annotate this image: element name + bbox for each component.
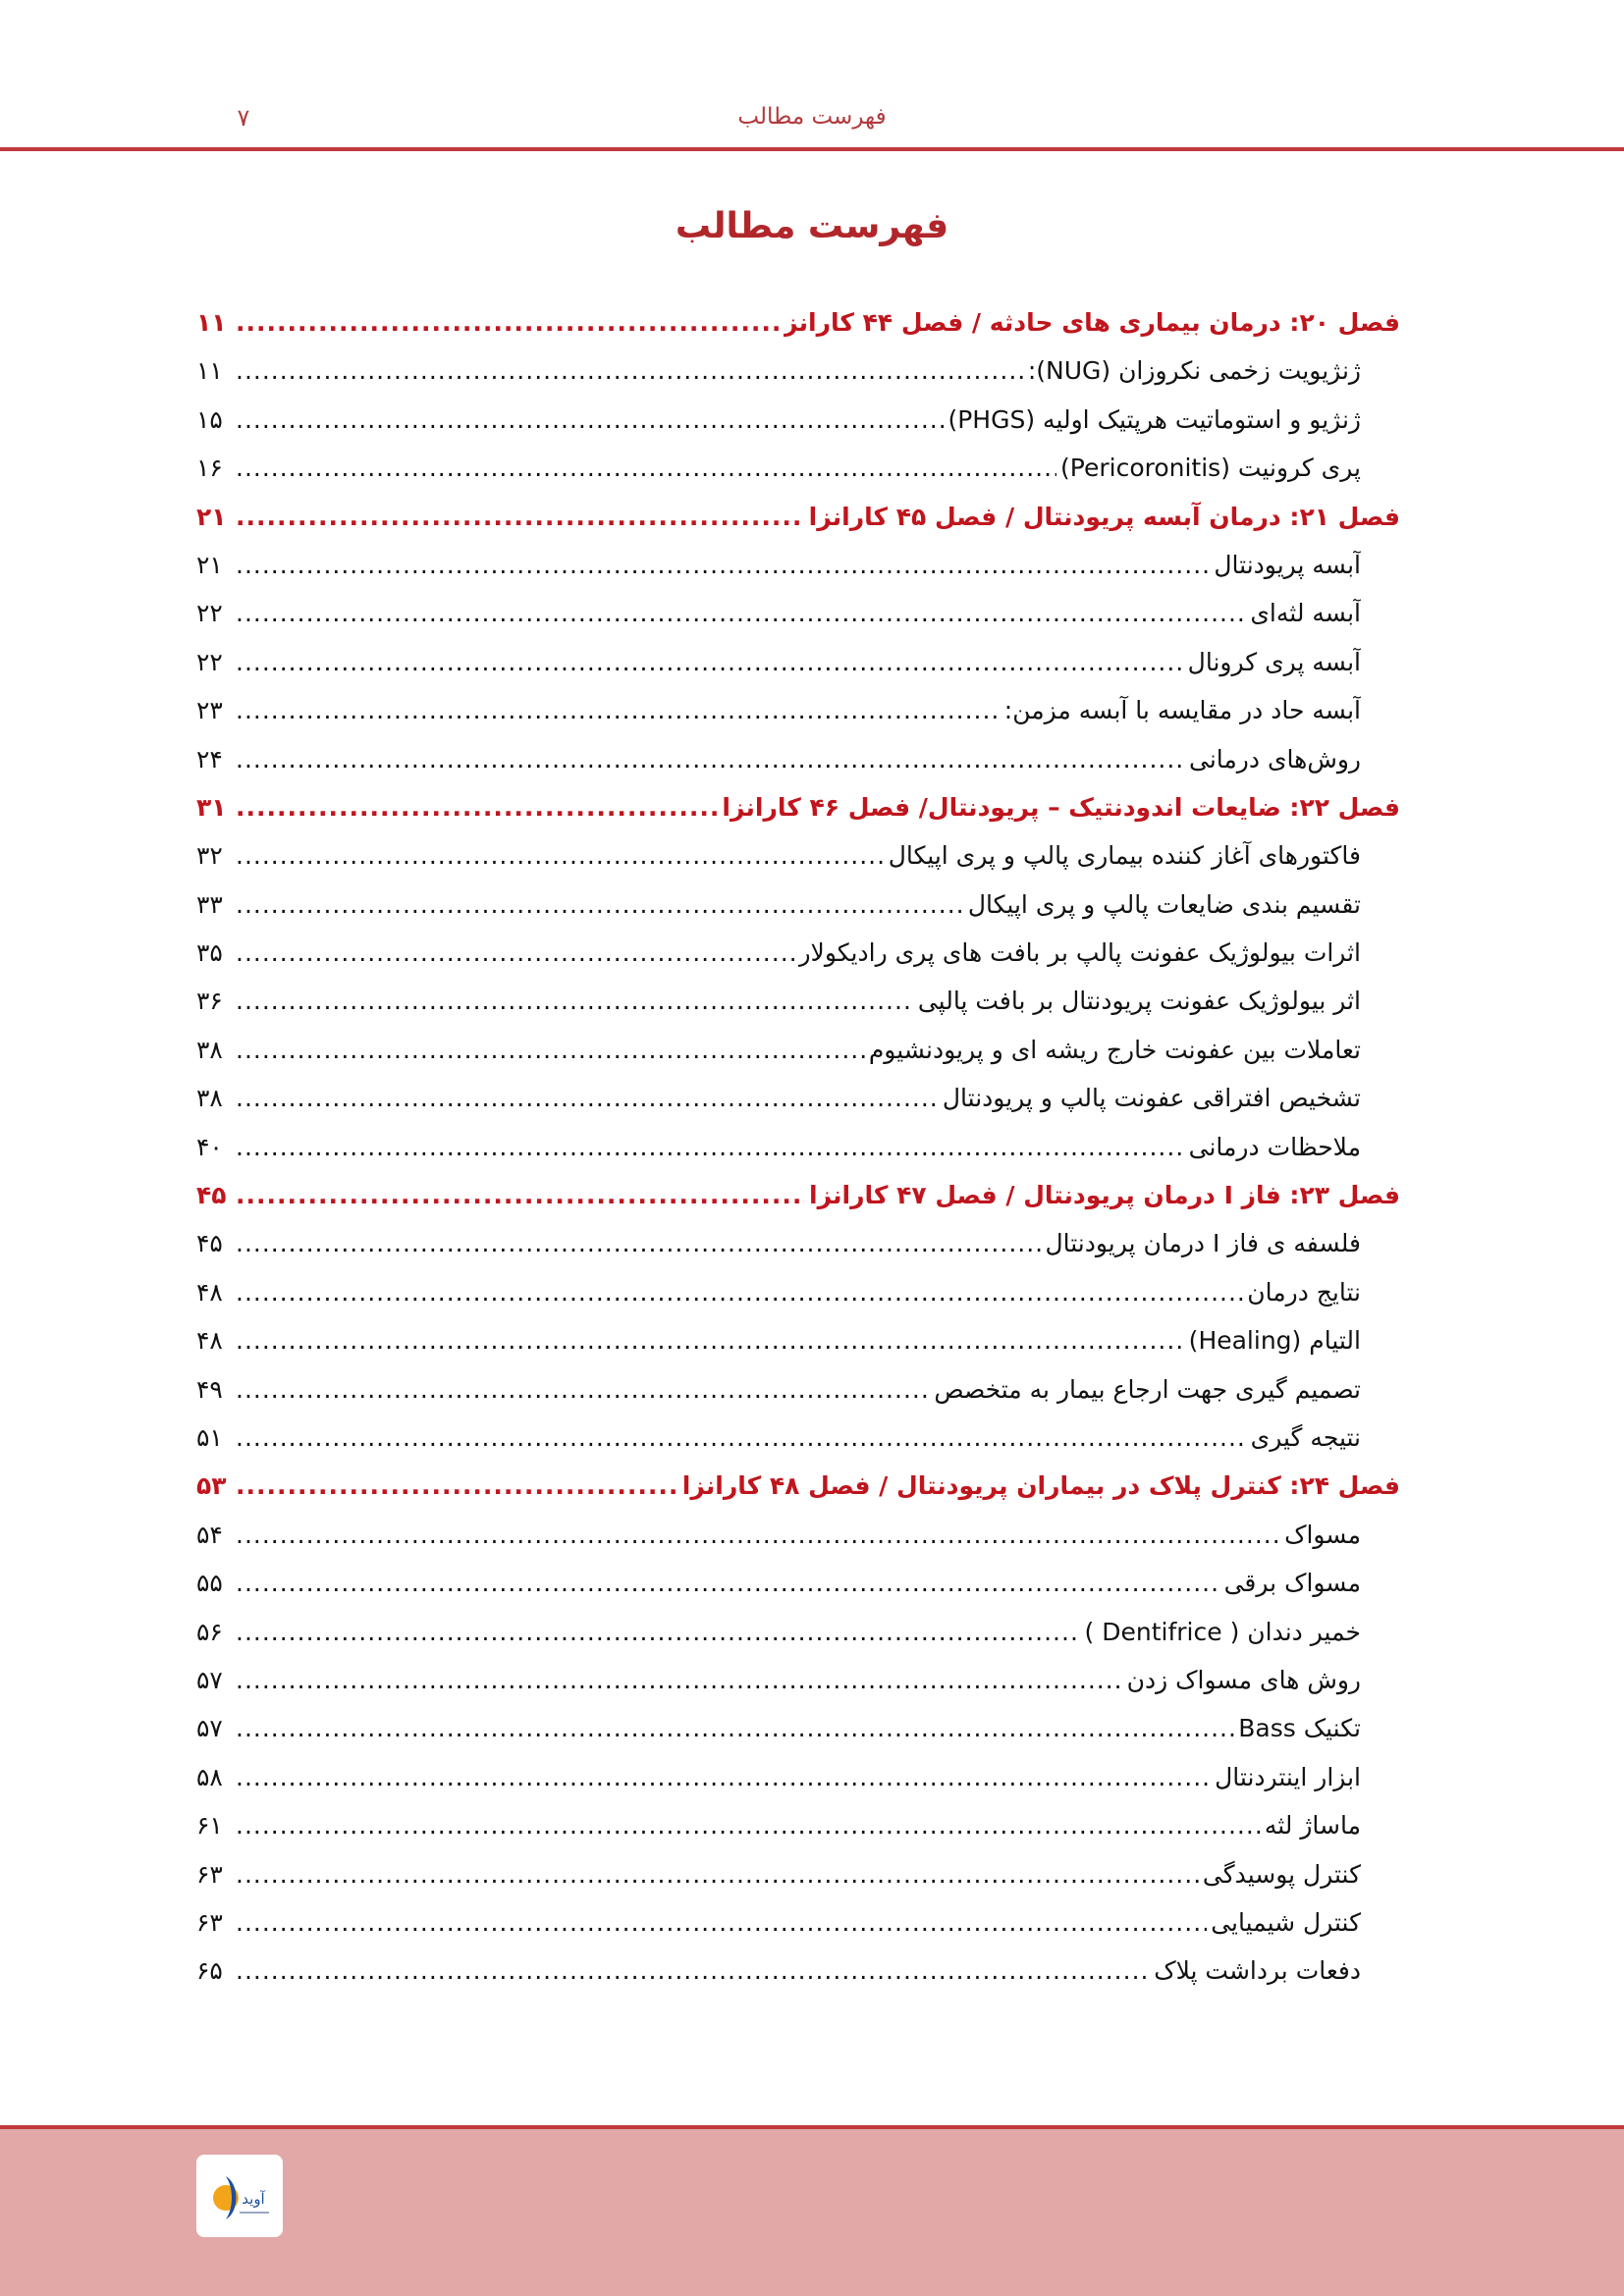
- toc-entry-page-number: ۳۵: [196, 938, 223, 968]
- toc-entry-page-number: ۵۶: [196, 1617, 223, 1646]
- toc-dot-leader: [236, 929, 794, 977]
- toc-section-entry[interactable]: [196, 396, 1400, 444]
- toc-entry-page-number: ۵۸: [196, 1762, 223, 1791]
- toc-dot-leader: [236, 881, 964, 929]
- toc-section-entry[interactable]: [196, 589, 1400, 637]
- toc-title: فهرست مطالب: [675, 206, 949, 246]
- toc-entry-page-number: ۵۳: [196, 1471, 227, 1501]
- toc-entry-label: نتیجه گیری: [1250, 1422, 1361, 1452]
- toc-dot-leader: [236, 1316, 1185, 1364]
- toc-entry-label: نتایج درمان: [1247, 1277, 1361, 1307]
- toc-dot-leader: [236, 1898, 1207, 1947]
- toc-entry-label: فصل ۲۰: درمان بیماری های حادثه / فصل ۴۴ کارانز: [784, 308, 1400, 337]
- toc-dot-leader: [236, 1171, 805, 1219]
- toc-entry-page-number: ۲۱: [196, 550, 223, 579]
- toc-dot-leader: [236, 298, 780, 347]
- toc-dot-leader: [236, 396, 944, 444]
- toc-dot-leader: [236, 1365, 930, 1414]
- toc-entry-page-number: ۲۲: [196, 647, 223, 676]
- publisher-logo-text: آوید: [242, 2190, 265, 2208]
- toc-entry-label: ملاحظات درمانی: [1188, 1132, 1361, 1161]
- toc-section-entry[interactable]: [196, 1123, 1400, 1171]
- toc-section-entry[interactable]: [196, 1365, 1400, 1414]
- toc-chapter-entry[interactable]: [196, 493, 1400, 541]
- toc-entry-page-number: ۶۱: [196, 1811, 223, 1841]
- toc-entry-page-number: ۴۰: [196, 1132, 223, 1161]
- toc-entry-label: آبسه پریودنتال: [1214, 550, 1361, 579]
- toc-entry-label: ژنژیو و استوماتیت هرپتیک اولیه (PHGS): [947, 404, 1361, 434]
- toc-section-entry[interactable]: [196, 1559, 1400, 1607]
- toc-section-entry[interactable]: [196, 1511, 1400, 1559]
- toc-entry-page-number: ۵۱: [196, 1422, 223, 1452]
- toc-entry-page-number: ۴۸: [196, 1277, 223, 1307]
- toc-dot-leader: [236, 1947, 1150, 1995]
- toc-dot-leader: [236, 686, 1001, 734]
- toc-entry-label: کنترل شیمیایی: [1211, 1907, 1361, 1937]
- toc-section-entry[interactable]: [196, 1801, 1400, 1849]
- toc-entry-page-number: ۱۱: [196, 308, 227, 337]
- toc-entry-page-number: ۳۸: [196, 1084, 223, 1113]
- toc-dot-leader: [236, 831, 885, 880]
- toc-entry-page-number: ۴۵: [196, 1181, 227, 1210]
- toc-entry-page-number: ۵۵: [196, 1569, 223, 1598]
- toc-dot-leader: [236, 589, 1246, 637]
- toc-dot-leader: [236, 1801, 1261, 1849]
- toc-dot-leader: [236, 1074, 939, 1122]
- toc-entry-page-number: ۴۵: [196, 1229, 223, 1258]
- toc-section-entry[interactable]: [196, 1656, 1400, 1704]
- toc-entry-page-number: ۴۸: [196, 1326, 223, 1356]
- toc-entry-label: فصل ۲۴: کنترل پلاک در بیماران پریودنتال / فصل ۴۸ کارانزا: [681, 1471, 1400, 1501]
- toc-section-entry[interactable]: [196, 1898, 1400, 1947]
- toc-entry-label: ماساژ لثه: [1264, 1811, 1361, 1841]
- toc-entry-label: فصل ۲۳: فاز I درمان پریودنتال / فصل ۴۷ کارانزا: [809, 1181, 1400, 1210]
- toc-entry-label: پری کرونیت (Pericoronitis): [1060, 454, 1361, 483]
- toc-entry-page-number: ۶۳: [196, 1907, 223, 1937]
- toc-entry-page-number: ۳۳: [196, 889, 223, 919]
- toc-section-entry[interactable]: [196, 444, 1400, 492]
- toc-section-entry[interactable]: [196, 347, 1400, 395]
- toc-entry-label: مسواک برقی: [1223, 1569, 1361, 1598]
- toc-chapter-entry[interactable]: [196, 1171, 1400, 1219]
- toc-entry-page-number: ۵۴: [196, 1520, 223, 1549]
- toc-entry-label: ابزار اینتردنتال: [1215, 1762, 1361, 1791]
- toc-entry-label: خمیر دندان ( Dentifrice ): [1084, 1617, 1361, 1646]
- toc-entry-page-number: ۶۵: [196, 1956, 223, 1986]
- toc-section-entry[interactable]: [196, 735, 1400, 783]
- toc-section-entry[interactable]: [196, 1219, 1400, 1267]
- running-header: [0, 0, 1624, 147]
- toc-entry-label: اثر بیولوژیک عفونت پریودنتال بر بافت پالپی: [917, 987, 1361, 1016]
- page-number: ۷: [237, 104, 250, 132]
- toc-entry-page-number: ۲۴: [196, 744, 223, 774]
- toc-section-entry[interactable]: [196, 1753, 1400, 1801]
- toc-entry-label: تعاملات بین عفونت خارج ریشه ای و پریودنشیوم: [868, 1035, 1361, 1064]
- toc-entry-label: التیام (Healing): [1188, 1326, 1361, 1356]
- toc-dot-leader: [236, 1704, 1234, 1752]
- toc-section-entry[interactable]: [196, 1316, 1400, 1364]
- toc-dot-leader: [236, 444, 1056, 492]
- toc-section-entry[interactable]: [196, 929, 1400, 977]
- toc-section-entry[interactable]: [196, 541, 1400, 589]
- toc-dot-leader: [236, 347, 1024, 395]
- toc-dot-leader: [236, 735, 1185, 783]
- toc-section-entry[interactable]: [196, 977, 1400, 1025]
- toc-entry-page-number: ۳۶: [196, 987, 223, 1016]
- toc-dot-leader: [236, 1026, 865, 1074]
- toc-section-entry[interactable]: [196, 686, 1400, 734]
- toc-section-entry[interactable]: [196, 1268, 1400, 1316]
- toc-section-entry[interactable]: [196, 1850, 1400, 1898]
- toc-section-entry[interactable]: [196, 1704, 1400, 1752]
- toc-section-entry[interactable]: [196, 1414, 1400, 1462]
- toc-entry-page-number: ۱۶: [196, 454, 223, 483]
- toc-section-entry[interactable]: [196, 1947, 1400, 1995]
- toc-section-entry[interactable]: [196, 881, 1400, 929]
- toc-entry-label: کنترل پوسیدگی: [1202, 1859, 1361, 1889]
- toc-dot-leader: [236, 1268, 1243, 1316]
- toc-entry-page-number: ۶۳: [196, 1859, 223, 1889]
- toc-entry-label: مسواک: [1284, 1520, 1361, 1549]
- toc-entry-page-number: ۲۲: [196, 599, 223, 628]
- toc-section-entry[interactable]: [196, 831, 1400, 880]
- toc-entry-page-number: ۱۵: [196, 404, 223, 434]
- toc-chapter-entry[interactable]: [196, 783, 1400, 831]
- toc-section-entry[interactable]: [196, 638, 1400, 686]
- toc-entry-label: تکنیک Bass: [1238, 1714, 1361, 1743]
- toc-entry-label: دفعات برداشت پلاک: [1154, 1956, 1361, 1986]
- toc-dot-leader: [236, 1511, 1280, 1559]
- toc-entry-page-number: ۳۱: [196, 792, 227, 822]
- toc-dot-leader: [236, 1753, 1211, 1801]
- toc-section-entry[interactable]: [196, 1608, 1400, 1656]
- running-title: فهرست مطالب: [737, 104, 887, 130]
- header-rule: [0, 147, 1624, 151]
- toc-entry-label: اثرات بیولوژیک عفونت پالپ بر بافت های پری رادیکولار: [798, 938, 1361, 968]
- toc-entry-label: فصل ۲۱: درمان آبسه پریودنتال / فصل ۴۵ کارانزا: [808, 502, 1400, 531]
- toc-dot-leader: [236, 1850, 1199, 1898]
- toc-entry-label: فاکتورهای آغاز کننده بیماری پالپ و پری اپیکال: [888, 841, 1361, 871]
- toc-dot-leader: [236, 1608, 1081, 1656]
- toc-section-entry[interactable]: [196, 1026, 1400, 1074]
- toc-entry-page-number: ۵۷: [196, 1714, 223, 1743]
- toc-entry-label: ژنژیویت زخمی نکروزان (NUG):: [1027, 356, 1361, 386]
- toc-entry-label: روش‌های درمانی: [1189, 744, 1361, 774]
- toc-entry-label: تصمیم گیری جهت ارجاع بیمار به متخصص: [934, 1374, 1361, 1404]
- toc-section-entry[interactable]: [196, 1074, 1400, 1122]
- toc-entry-label: تقسیم بندی ضایعات پالپ و پری اپیکال: [967, 889, 1361, 919]
- toc-entry-page-number: ۳۲: [196, 841, 223, 871]
- toc-dot-leader: [236, 1219, 1041, 1267]
- toc-entry-page-number: ۳۸: [196, 1035, 223, 1064]
- toc-dot-leader: [236, 783, 718, 831]
- toc-entry-page-number: ۲۳: [196, 696, 223, 725]
- toc-entry-label: روش های مسواک زدن: [1126, 1665, 1361, 1694]
- toc-dot-leader: [236, 977, 914, 1025]
- toc-list: [196, 298, 1400, 1996]
- toc-entry-label: آبسه حاد در مقایسه با آبسه مزمن:: [1003, 696, 1361, 725]
- toc-entry-label: تشخیص افتراقی عفونت پالپ و پریودنتال: [942, 1084, 1361, 1113]
- toc-dot-leader: [236, 638, 1184, 686]
- toc-entry-page-number: ۴۹: [196, 1374, 223, 1404]
- toc-entry-page-number: ۱۱: [196, 356, 223, 386]
- toc-entry-page-number: ۵۷: [196, 1665, 223, 1694]
- toc-entry-label: فلسفه ی فاز I درمان پریودنتال: [1045, 1229, 1361, 1258]
- toc-dot-leader: [236, 1656, 1123, 1704]
- toc-entry-label: آبسه پری کرونال: [1187, 647, 1361, 676]
- toc-dot-leader: [236, 1414, 1247, 1462]
- toc-entry-page-number: ۲۱: [196, 502, 227, 531]
- toc-entry-label: فصل ۲۲: ضایعات اندودنتیک – پریودنتال/ فصل ۴۶ کارانزا: [722, 792, 1400, 822]
- publisher-logo: [196, 2155, 283, 2237]
- toc-dot-leader: [236, 493, 805, 541]
- toc-chapter-entry[interactable]: [196, 298, 1400, 347]
- toc-entry-label: آبسه لثه‌ای: [1250, 599, 1361, 628]
- toc-dot-leader: [236, 541, 1210, 589]
- publisher-logo-icon: [196, 2155, 283, 2237]
- toc-dot-leader: [236, 1559, 1220, 1607]
- toc-chapter-entry[interactable]: [196, 1462, 1400, 1510]
- toc-dot-leader: [236, 1123, 1185, 1171]
- toc-dot-leader: [236, 1462, 678, 1510]
